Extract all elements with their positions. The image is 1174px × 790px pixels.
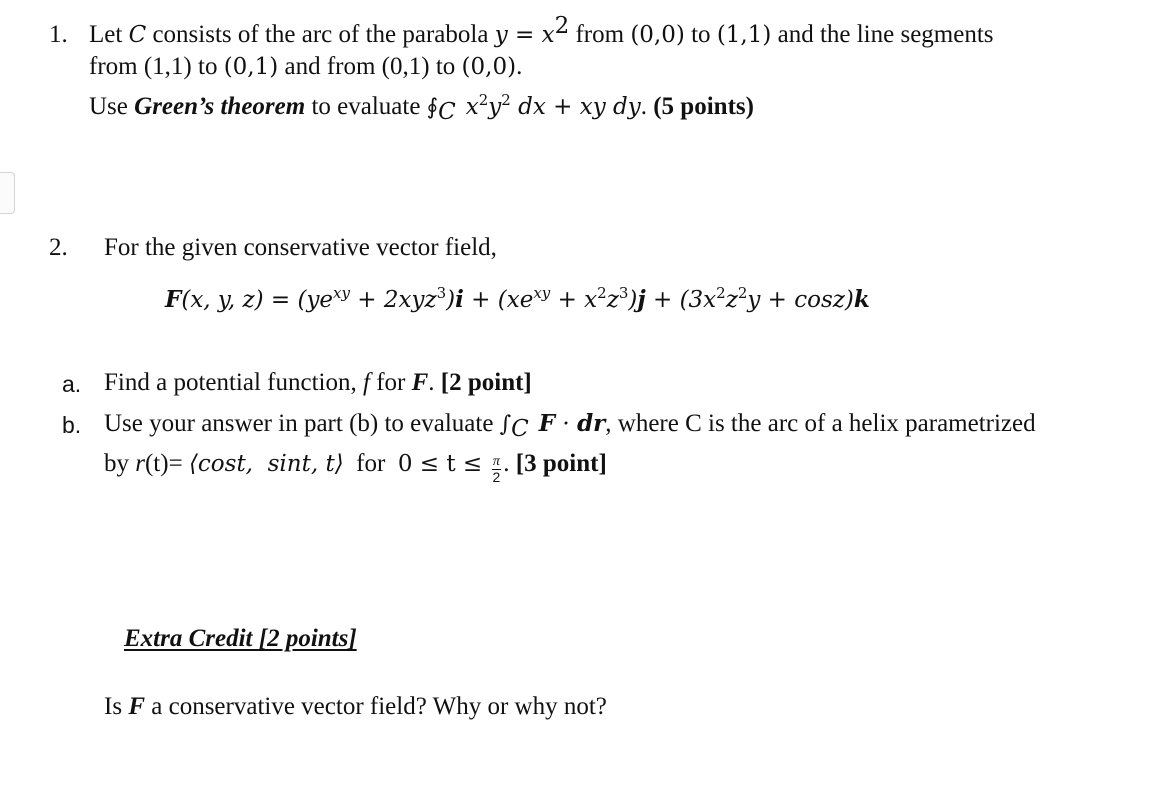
q2-vector-field: F(x, y, $z) = (ye^{xy} + 2xyz^3)i + (xe^{xy} + x^2z^3)j + (3x^2z^2y + \cos z)k$ bbox=[165, 284, 870, 313]
q2-number: 2. bbox=[49, 234, 68, 261]
extra-credit-question: Is F a conservative vector field? Why or why not? bbox=[104, 693, 607, 720]
q2b-line2: by r(t)= ⟨cost, sint, t⟩ for 0 ≤ t ≤ $\frac{\pi}{2}$ . [3 point] bbox=[104, 450, 607, 485]
pi-over-two-fraction: $\frac{\pi}{2}$ bbox=[492, 454, 501, 485]
q2a-text: Find a potential function, f for F. [2 point] bbox=[104, 369, 532, 396]
q2b-line1: Use your answer in part (b) to evaluate $\int_C$ F · dr, where C is the arc of a helix parametrized bbox=[104, 410, 1036, 442]
q1-line2: from (1,1) to (0,1) and from (0,1) to (0,0). bbox=[89, 53, 523, 80]
sidebar-toggle-tab[interactable] bbox=[0, 172, 15, 214]
q2b-label: b. bbox=[62, 412, 82, 438]
q1-line1: Let C consists of the arc of the parabola $y = x^2$ from (0,0) to (1,1) and the line segments bbox=[89, 13, 994, 48]
line-integral-symbol: ∫ bbox=[499, 412, 512, 437]
q2-intro: For the given conservative vector field, bbox=[104, 234, 497, 261]
contour-integral-symbol: ∮ bbox=[426, 95, 439, 120]
extra-credit-title: Extra Credit [2 points] bbox=[124, 625, 357, 652]
q2a-label: a. bbox=[62, 371, 82, 397]
q1-line3: Use Green’s theorem to evaluate $∮_C$ $x^2y^2$ dx + xy dy. (5 points) bbox=[89, 91, 754, 125]
q1-number: 1. bbox=[49, 21, 68, 48]
